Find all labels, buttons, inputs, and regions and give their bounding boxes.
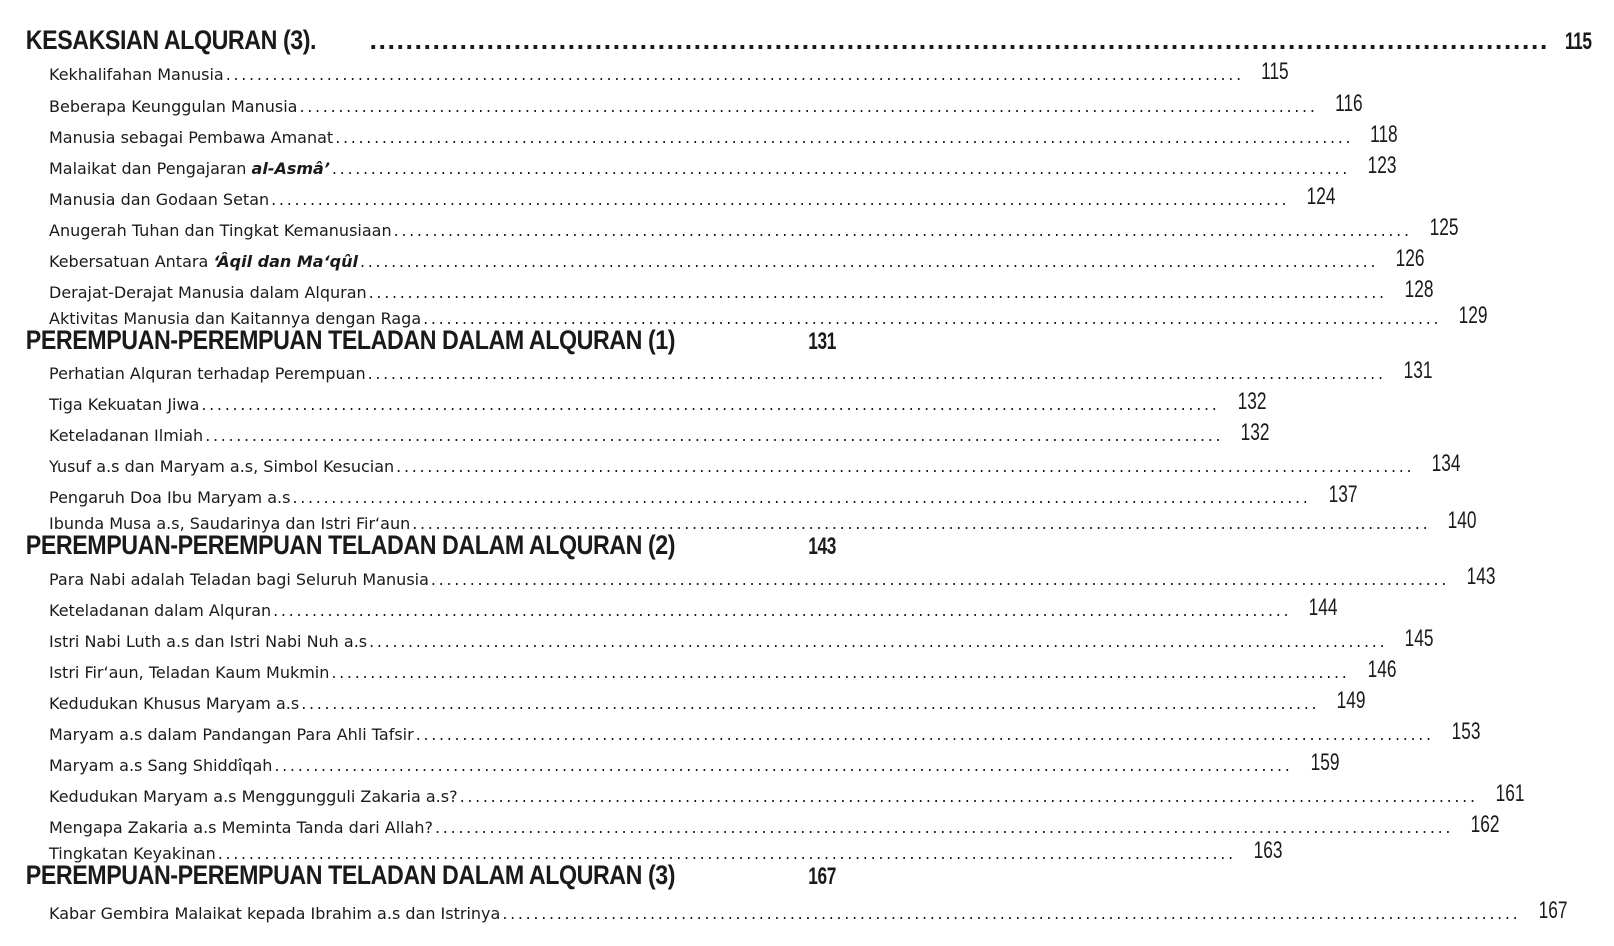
toc-entry-title: Malaikat dan Pengajaran al-Asmâ’: [49, 159, 330, 178]
toc-page-number: 131: [808, 328, 836, 355]
toc-entry-title: Beberapa Keunggulan Manusia: [49, 97, 298, 116]
leader-dots: [299, 97, 1313, 116]
toc-entry-title: Kabar Gembira Malaikat kepada Ibrahim a.s dan Istrinya: [49, 904, 501, 923]
toc-heading-title: PEREMPUAN-PEREMPUAN TELADAN DALAM ALQURAN (2): [25, 530, 676, 560]
toc-entry: [0, 183, 1336, 210]
toc-entry: [0, 895, 1568, 924]
toc-page-number: 149: [1337, 687, 1366, 714]
toc-page-number: 123: [1367, 152, 1397, 179]
toc-entry-title: Maryam a.s dalam Pandangan Para Ahli Tafsir: [49, 725, 414, 744]
leader-dots: [292, 488, 1306, 507]
leader-dots: [335, 128, 1349, 147]
toc-entry-title: Kebersatuan Antara ‘Âqil dan Ma‘qûl: [49, 252, 359, 271]
toc-page-number: 140: [1448, 507, 1477, 534]
toc-page-number: 124: [1307, 183, 1336, 210]
toc-page-number: 146: [1367, 656, 1397, 683]
toc-page-number: 132: [1241, 419, 1270, 446]
toc-heading-title: PEREMPUAN-PEREMPUAN TELADAN DALAM ALQURAN (1): [25, 325, 676, 355]
toc-heading: [0, 527, 836, 561]
toc-entry-emphasis: al-Asmâ’: [251, 159, 330, 178]
leader-dots: [370, 25, 1545, 56]
toc-entry: [0, 563, 1496, 590]
toc-page-number: 167: [1538, 897, 1568, 924]
toc-heading-title: PEREMPUAN-PEREMPUAN TELADAN DALAM ALQURAN (3): [25, 860, 676, 890]
leader-dots: [226, 65, 1240, 84]
toc-entry-emphasis: ‘Âqil dan Ma‘qûl: [213, 252, 359, 271]
toc-entry: [0, 276, 1434, 303]
leader-dots: [273, 601, 1287, 620]
toc-entry-title: Manusia sebagai Pembawa Amanat: [49, 128, 334, 147]
leader-dots: [368, 364, 1382, 383]
toc-entry-title: Manusia dan Godaan Setan: [49, 190, 270, 209]
toc-entry-title: Yusuf a.s dan Maryam a.s, Simbol Kesucian: [49, 457, 395, 476]
toc-entry: [0, 625, 1434, 652]
leader-dots: [369, 632, 1383, 651]
toc-entry: [0, 245, 1425, 272]
toc-page-number: 126: [1395, 245, 1425, 272]
leader-dots: [394, 221, 1408, 240]
toc-entry: [0, 214, 1459, 241]
toc-entry: [0, 780, 1525, 807]
leader-dots: [331, 663, 1345, 682]
toc-heading: [0, 22, 1593, 56]
toc-entry-title: Ibunda Musa a.s, Saudarinya dan Istri Fir‘aun: [49, 514, 411, 533]
toc-page-number: 125: [1429, 214, 1459, 241]
toc-entry: [0, 450, 1461, 477]
leader-dots: [502, 904, 1516, 923]
toc-entry: [0, 388, 1267, 415]
toc-page-number: 134: [1432, 450, 1461, 477]
toc-page-number: 143: [808, 533, 836, 560]
toc-entry-title: Pengaruh Doa Ibu Maryam a.s: [49, 488, 291, 507]
toc-entry-title: Tingkatan Keyakinan: [49, 844, 216, 863]
leader-dots: [416, 725, 1430, 744]
leader-dots: [369, 283, 1383, 302]
toc-page-number: 129: [1458, 302, 1488, 329]
toc-entry-title: Kedudukan Maryam a.s Menggungguli Zakaria a.s?: [49, 787, 458, 806]
toc-entry-title: Derajat-Derajat Manusia dalam Alquran: [49, 283, 367, 302]
toc-entry-title: Keteladanan Ilmiah: [49, 426, 204, 445]
toc-entry-title: Mengapa Zakaria a.s Meminta Tanda dari Allah?: [49, 818, 434, 837]
toc-page-number: 131: [1403, 357, 1433, 384]
toc-page-number: 137: [1328, 481, 1358, 508]
leader-dots: [460, 787, 1474, 806]
toc-entry: [0, 718, 1481, 745]
toc-heading-title: KESAKSIAN ALQURAN (3).: [25, 25, 317, 55]
toc-entry: [0, 687, 1366, 714]
toc-page-number: 162: [1470, 811, 1500, 838]
leader-dots: [201, 395, 1215, 414]
toc-page-number: 118: [1370, 121, 1399, 148]
toc-entry: [0, 811, 1500, 838]
leader-dots: [431, 570, 1445, 589]
toc-page-number: 167: [808, 863, 836, 890]
toc-page-number: 145: [1404, 625, 1434, 652]
toc-entry: [0, 58, 1289, 85]
toc-entry: [0, 749, 1340, 776]
toc-page-number: 159: [1310, 749, 1340, 776]
toc-entry-title: Istri Fir‘aun, Teladan Kaum Mukmin: [49, 663, 330, 682]
toc-page-number: 115: [1565, 28, 1593, 55]
toc-page-number: 144: [1308, 594, 1338, 621]
leader-dots: [301, 694, 1315, 713]
leader-dots: [205, 426, 1219, 445]
toc-entry: [0, 481, 1358, 508]
toc-entry: [0, 152, 1397, 179]
toc-page-number: 132: [1237, 388, 1267, 415]
toc-entry: [0, 656, 1397, 683]
toc-entry: [0, 594, 1338, 621]
leader-dots: [274, 756, 1288, 775]
toc-heading: [0, 322, 836, 356]
toc-entry-title: Tiga Kekuatan Jiwa: [49, 395, 200, 414]
toc-entry-title: Aktivitas Manusia dan Kaitannya dengan Raga: [49, 309, 422, 328]
toc-heading: [0, 857, 836, 891]
toc-entry: [0, 90, 1363, 117]
leader-dots: [332, 159, 1346, 178]
toc-page-number: 143: [1466, 563, 1496, 590]
leader-dots: [396, 457, 1410, 476]
toc-entry: [0, 419, 1270, 446]
toc-page-number: 163: [1253, 837, 1283, 864]
leader-dots: [271, 190, 1285, 209]
toc-page-number: 128: [1404, 276, 1434, 303]
toc-page-number: 161: [1495, 780, 1525, 807]
toc-entry-title: Kedudukan Khusus Maryam a.s: [49, 694, 300, 713]
toc-entry: [0, 121, 1399, 148]
toc-entry-title: Para Nabi adalah Teladan bagi Seluruh Manusia: [49, 570, 429, 589]
toc-entry-title: Anugerah Tuhan dan Tingkat Kemanusiaan: [49, 221, 392, 240]
toc-entry: [0, 357, 1433, 384]
toc-page-number: 115: [1261, 58, 1289, 85]
toc-page-number: 153: [1451, 718, 1481, 745]
toc-entry-title: Maryam a.s Sang Shiddîqah: [49, 756, 273, 775]
leader-dots: [435, 818, 1449, 837]
toc-entry-title: Keteladanan dalam Alquran: [49, 601, 272, 620]
toc-page-number: 116: [1334, 90, 1363, 117]
toc-entry-title: Istri Nabi Luth a.s dan Istri Nabi Nuh a.s: [49, 632, 368, 651]
leader-dots: [360, 252, 1374, 271]
toc-entry-title: Perhatian Alquran terhadap Perempuan: [49, 364, 366, 383]
toc-entry-title: Kekhalifahan Manusia: [49, 65, 224, 84]
